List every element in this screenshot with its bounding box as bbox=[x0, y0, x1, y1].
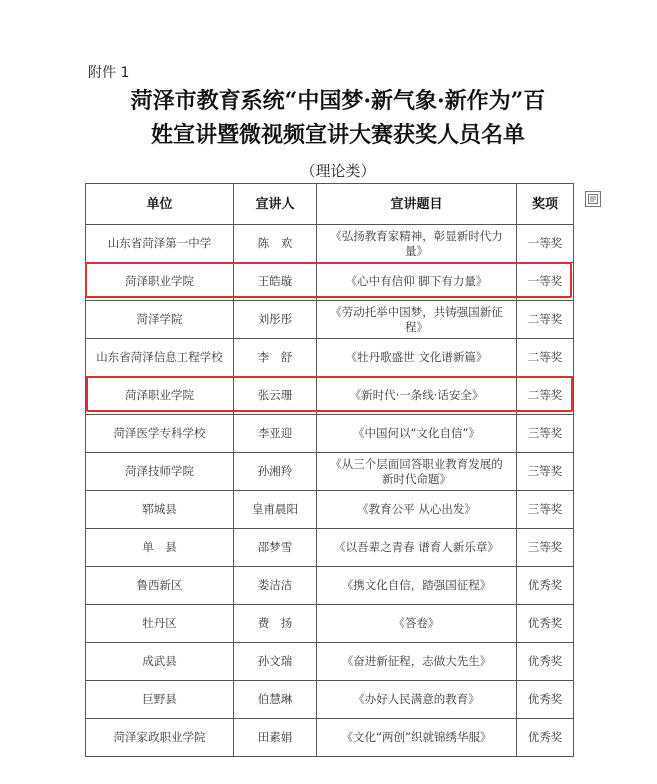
text-extract-icon[interactable] bbox=[584, 190, 602, 208]
cell-topic: 《教育公平 从心出发》 bbox=[317, 491, 517, 529]
cell-topic: 《答卷》 bbox=[317, 605, 517, 643]
cell-speaker: 孙湘羚 bbox=[234, 453, 317, 491]
cell-speaker: 孙文瑞 bbox=[234, 643, 317, 681]
cell-award: 二等奖 bbox=[517, 339, 574, 377]
document-title-line2: 姓宣讲暨微视频宣讲大赛获奖人员名单 bbox=[150, 122, 525, 148]
table-row bbox=[86, 415, 574, 453]
cell-speaker: 田素娟 bbox=[234, 719, 317, 757]
cell-speaker: 王皓璇 bbox=[234, 263, 317, 301]
cell-unit: 菏泽技师学院 bbox=[86, 453, 234, 491]
cell-unit: 菏泽学院 bbox=[86, 301, 234, 339]
cell-unit: 菏泽职业学院 bbox=[86, 263, 234, 301]
cell-speaker: 李 舒 bbox=[234, 339, 317, 377]
cell-unit: 巨野县 bbox=[86, 681, 234, 719]
cell-unit: 菏泽职业学院 bbox=[86, 377, 234, 415]
cell-topic: 《牡丹歌盛世 文化谱新篇》 bbox=[317, 339, 517, 377]
cell-award: 优秀奖 bbox=[517, 681, 574, 719]
cell-award: 三等奖 bbox=[517, 453, 574, 491]
cell-topic: 《携文化自信，踏强国征程》 bbox=[317, 567, 517, 605]
table-body bbox=[86, 225, 574, 757]
cell-award: 一等奖 bbox=[517, 263, 574, 301]
cell-award: 优秀奖 bbox=[517, 605, 574, 643]
cell-award: 优秀奖 bbox=[517, 567, 574, 605]
header-award: 奖项 bbox=[517, 184, 574, 225]
table-row bbox=[86, 377, 574, 415]
table-row bbox=[86, 225, 574, 263]
cell-award: 二等奖 bbox=[517, 377, 574, 415]
cell-speaker: 李亚迎 bbox=[234, 415, 317, 453]
cell-unit: 牡丹区 bbox=[86, 605, 234, 643]
cell-topic: 《办好人民满意的教育》 bbox=[317, 681, 517, 719]
table-row bbox=[86, 491, 574, 529]
document-title-line1: 菏泽市教育系统“中国梦·新气象·新作为”百 bbox=[130, 88, 546, 114]
table-row bbox=[86, 339, 574, 377]
table-row bbox=[86, 643, 574, 681]
cell-award: 三等奖 bbox=[517, 415, 574, 453]
cell-award: 优秀奖 bbox=[517, 643, 574, 681]
header-topic: 宣讲题目 bbox=[317, 184, 517, 225]
table-row bbox=[86, 681, 574, 719]
cell-unit: 菏泽医学专科学校 bbox=[86, 415, 234, 453]
cell-speaker: 陈 欢 bbox=[234, 225, 317, 263]
awards-table bbox=[85, 183, 574, 757]
table-row bbox=[86, 567, 574, 605]
cell-unit: 郓城县 bbox=[86, 491, 234, 529]
cell-topic: 《新时代·一条线·话安全》 bbox=[317, 377, 517, 415]
cell-topic: 《中国何以“文化自信”》 bbox=[317, 415, 517, 453]
cell-award: 三等奖 bbox=[517, 491, 574, 529]
cell-speaker: 费 扬 bbox=[234, 605, 317, 643]
header-speaker: 宣讲人 bbox=[234, 184, 317, 225]
cell-unit: 成武县 bbox=[86, 643, 234, 681]
cell-unit: 鲁西新区 bbox=[86, 567, 234, 605]
table-row bbox=[86, 605, 574, 643]
cell-unit: 山东省菏泽第一中学 bbox=[86, 225, 234, 263]
header-unit: 单位 bbox=[86, 184, 234, 225]
cell-topic: 《文化“两创”织就锦绣华服》 bbox=[317, 719, 517, 757]
cell-topic: 《从三个层面回答职业教育发展的新时代命题》 bbox=[317, 453, 517, 491]
cell-award: 三等奖 bbox=[517, 529, 574, 567]
cell-unit: 山东省菏泽信息工程学校 bbox=[86, 339, 234, 377]
cell-topic: 《劳动托举中国梦，共铸强国新征程》 bbox=[317, 301, 517, 339]
cell-topic: 《弘扬教育家精神，彰显新时代力量》 bbox=[317, 225, 517, 263]
cell-speaker: 刘彤彤 bbox=[234, 301, 317, 339]
cell-award: 二等奖 bbox=[517, 301, 574, 339]
cell-topic: 《奋进新征程，志做大先生》 bbox=[317, 643, 517, 681]
cell-topic: 《以吾辈之青春 谱育人新乐章》 bbox=[317, 529, 517, 567]
cell-topic: 《心中有信仰 脚下有力量》 bbox=[317, 263, 517, 301]
cell-speaker: 张云珊 bbox=[234, 377, 317, 415]
cell-speaker: 邵梦雪 bbox=[234, 529, 317, 567]
table-row bbox=[86, 301, 574, 339]
cell-unit: 单 县 bbox=[86, 529, 234, 567]
table-header-row bbox=[86, 184, 574, 225]
table-row bbox=[86, 453, 574, 491]
cell-speaker: 伯慧琳 bbox=[234, 681, 317, 719]
cell-speaker: 娄洁洁 bbox=[234, 567, 317, 605]
cell-speaker: 皇甫晨阳 bbox=[234, 491, 317, 529]
table-row bbox=[86, 719, 574, 757]
cell-award: 一等奖 bbox=[517, 225, 574, 263]
table-row bbox=[86, 263, 574, 301]
cell-award: 优秀奖 bbox=[517, 719, 574, 757]
cell-unit: 菏泽家政职业学院 bbox=[86, 719, 234, 757]
table-row bbox=[86, 529, 574, 567]
document-subtitle: （理论类） bbox=[300, 162, 376, 180]
attachment-label: 附件 1 bbox=[88, 65, 130, 81]
